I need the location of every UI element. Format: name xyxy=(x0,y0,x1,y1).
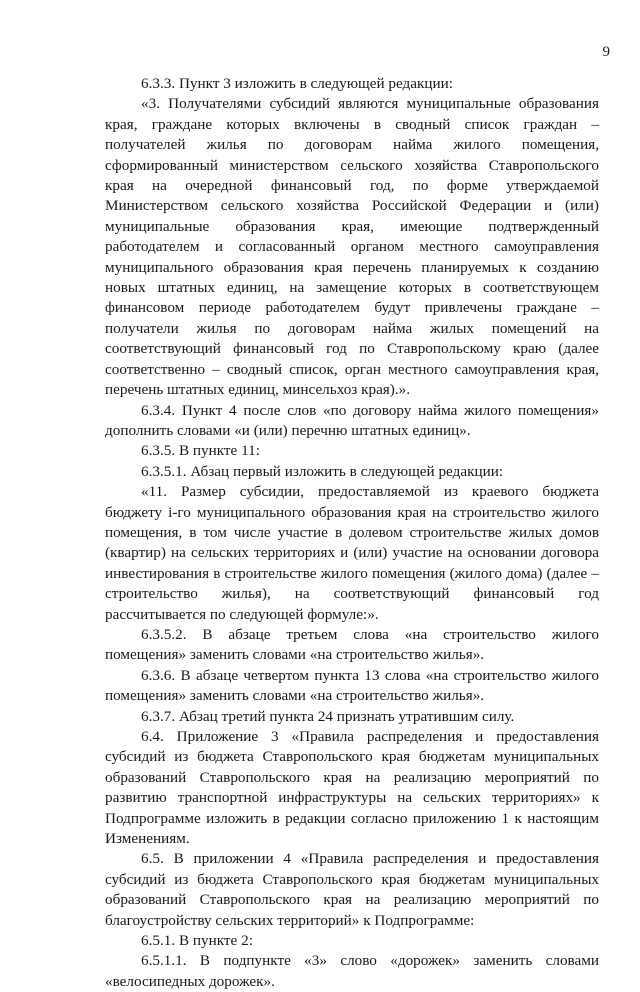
paragraph-6-5-1: 6.5.1. В пункте 2: xyxy=(141,932,253,950)
paragraph-6-5-1-1: 6.5.1.1. В подпункте «3» слово «дорожек» заменить словами «велосипедных дорожек». xyxy=(105,952,599,990)
paragraph-6-3-5: 6.3.5. В пункте 11: xyxy=(141,442,260,460)
paragraph-6-3-3: 6.3.3. Пункт 3 изложить в следующей редакции: xyxy=(141,75,454,92)
paragraph-6-3-4: 6.3.4. Пункт 4 после слов «по договору найма жилого помещения» дополнить словами «и (или) перечню штатных единиц». xyxy=(105,401,599,439)
paragraph-point-3-text: «3. Получателями субсидий являются муниципальные образования края, граждане которых включены в сводный список граждан – получателей жилья по договорам найма жилого помещения, сформированный министерством сельского хозяйства Ставропольского края на очередной финансовый год, по форме утверждаемой Министерством сельского хозяйства Российской Федерации и (или) муниципальные образования края, имеющие подтвержденный работодателем и согласованный органом местного самоуправления муниципального образования края перечень планируемых к созданию новых штатных единиц, на замещение которых в соответствующем финансовом периоде работодателем будут привлечены граждане – получатели жилья по договорам найма жилых помещений на соответствующий финансовый год по Ставропольскому краю (далее соответственно – сводный список, орган местного самоуправления края, перечень штатных единиц, минсельхоз края).». xyxy=(105,95,599,399)
paragraph-6-4: 6.4. Приложение 3 «Правила распределения и предоставления субсидий из бюджета Ставропольского края бюджетам муниципальных образований Ставропольского края на реализацию мероприятий по развитию транспортной инфраструктуры на сельских территориях» к Подпрограмме изложить в редакции согласно приложению 1 к настоящим Изменениям. xyxy=(105,728,599,848)
paragraph-6-3-5-1: 6.3.5.1. Абзац первый изложить в следующей редакции: xyxy=(141,462,504,480)
paragraph-point-11-text: «11. Размер субсидии, предоставляемой из краевого бюджета бюджету i-го муниципального образования края на строительство жилого помещения, в том числе участие в долевом строительстве жилых домов (квартир) на сельских территориях и (или) участие на основании договора инвестирования в строительстве жилого помещения (жилого дома) (далее – строительство жилья), на соответствующий финансовый год рассчитывается по следующей формуле:». xyxy=(105,483,599,623)
paragraph-6-3-7: 6.3.7. Абзац третий пункта 24 признать утратившим силу. xyxy=(141,707,515,725)
paragraph-6-5: 6.5. В приложении 4 «Правила распределения и предоставления субсидий из бюджета Ставропольского края бюджетам муниципальных образований Ставропольского края на реализацию мероприятий по благоустройству сельских территорий» к Подпрограмме: xyxy=(105,850,599,929)
paragraph-6-3-5-2: 6.3.5.2. В абзаце третьем слова «на строительство жилого помещения» заменить словами «на строительство жилья». xyxy=(105,625,599,664)
paragraph-6-3-6: 6.3.6. В абзаце четвертом пункта 13 слова «на строительство жилого помещения» заменить словами «на строительство жилья». xyxy=(105,666,599,705)
document-body xyxy=(105,74,599,992)
page-number: 9 xyxy=(602,44,610,60)
